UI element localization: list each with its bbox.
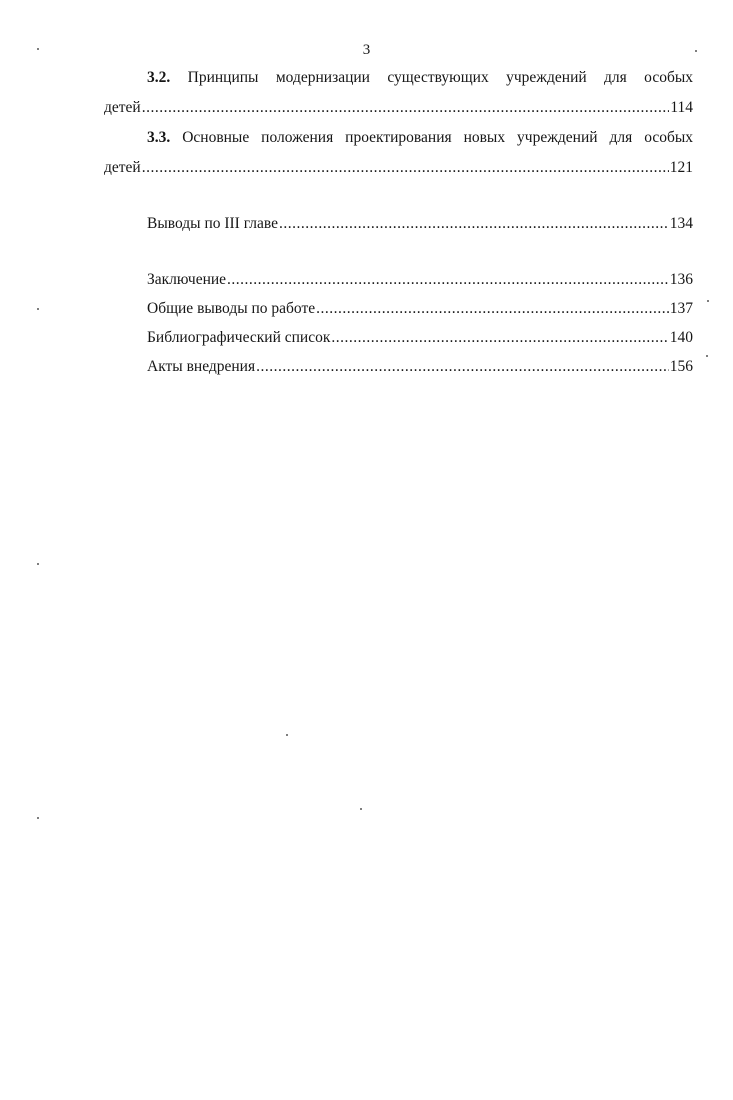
toc-section-title: Основные положения проектирования новых учреждений для особых (182, 129, 694, 146)
scan-speck (37, 817, 39, 819)
toc-section-number: 3.3. (147, 129, 171, 146)
scan-speck (37, 308, 39, 310)
toc-leader-dots (331, 328, 668, 348)
toc-entry (147, 214, 693, 234)
toc-entry-page: 121 (669, 159, 693, 176)
toc-entry (147, 357, 693, 377)
toc-entry (147, 270, 693, 290)
toc-leader-dots (279, 214, 669, 234)
toc-leader-dots (227, 270, 669, 290)
toc-leader-dots (142, 98, 670, 118)
scan-speck (706, 355, 708, 357)
toc-entry (147, 328, 693, 348)
toc-entry-page: 137 (669, 300, 693, 317)
toc-entry-label: Общие выводы по работе (147, 300, 316, 317)
scan-speck (707, 300, 709, 302)
toc-leader-dots (256, 357, 669, 377)
toc-entry-page: 114 (670, 99, 693, 116)
scan-speck (37, 563, 39, 565)
scan-speck (695, 50, 697, 52)
toc-entry-label: детей (104, 99, 141, 116)
toc-entry-page: 156 (669, 358, 693, 375)
toc-leader-dots (142, 158, 669, 178)
toc-section-heading (147, 68, 693, 88)
toc-leader-dots (316, 299, 669, 319)
toc-section-heading (147, 128, 693, 148)
toc-entry-page: 136 (669, 271, 693, 288)
toc-entry (104, 158, 693, 178)
toc-entry-label: Акты внедрения (147, 358, 256, 375)
toc-entry-page: 134 (669, 215, 693, 232)
toc-section-number: 3.2. (147, 69, 171, 86)
scan-speck (37, 48, 39, 50)
toc-entry (147, 299, 693, 319)
page-number: 3 (362, 42, 371, 58)
toc-entry-page: 140 (669, 329, 693, 346)
toc-entry (104, 98, 693, 118)
toc-entry-label: Выводы по III главе (147, 215, 279, 232)
scan-speck (286, 734, 288, 736)
toc-entry-label: Заключение (147, 271, 227, 288)
scan-speck (360, 808, 362, 810)
toc-entry-label: детей (104, 159, 141, 176)
toc-entry-label: Библиографический список (147, 329, 331, 346)
toc-section-title: Принципы модернизации существующих учреждений для особых (187, 69, 693, 86)
